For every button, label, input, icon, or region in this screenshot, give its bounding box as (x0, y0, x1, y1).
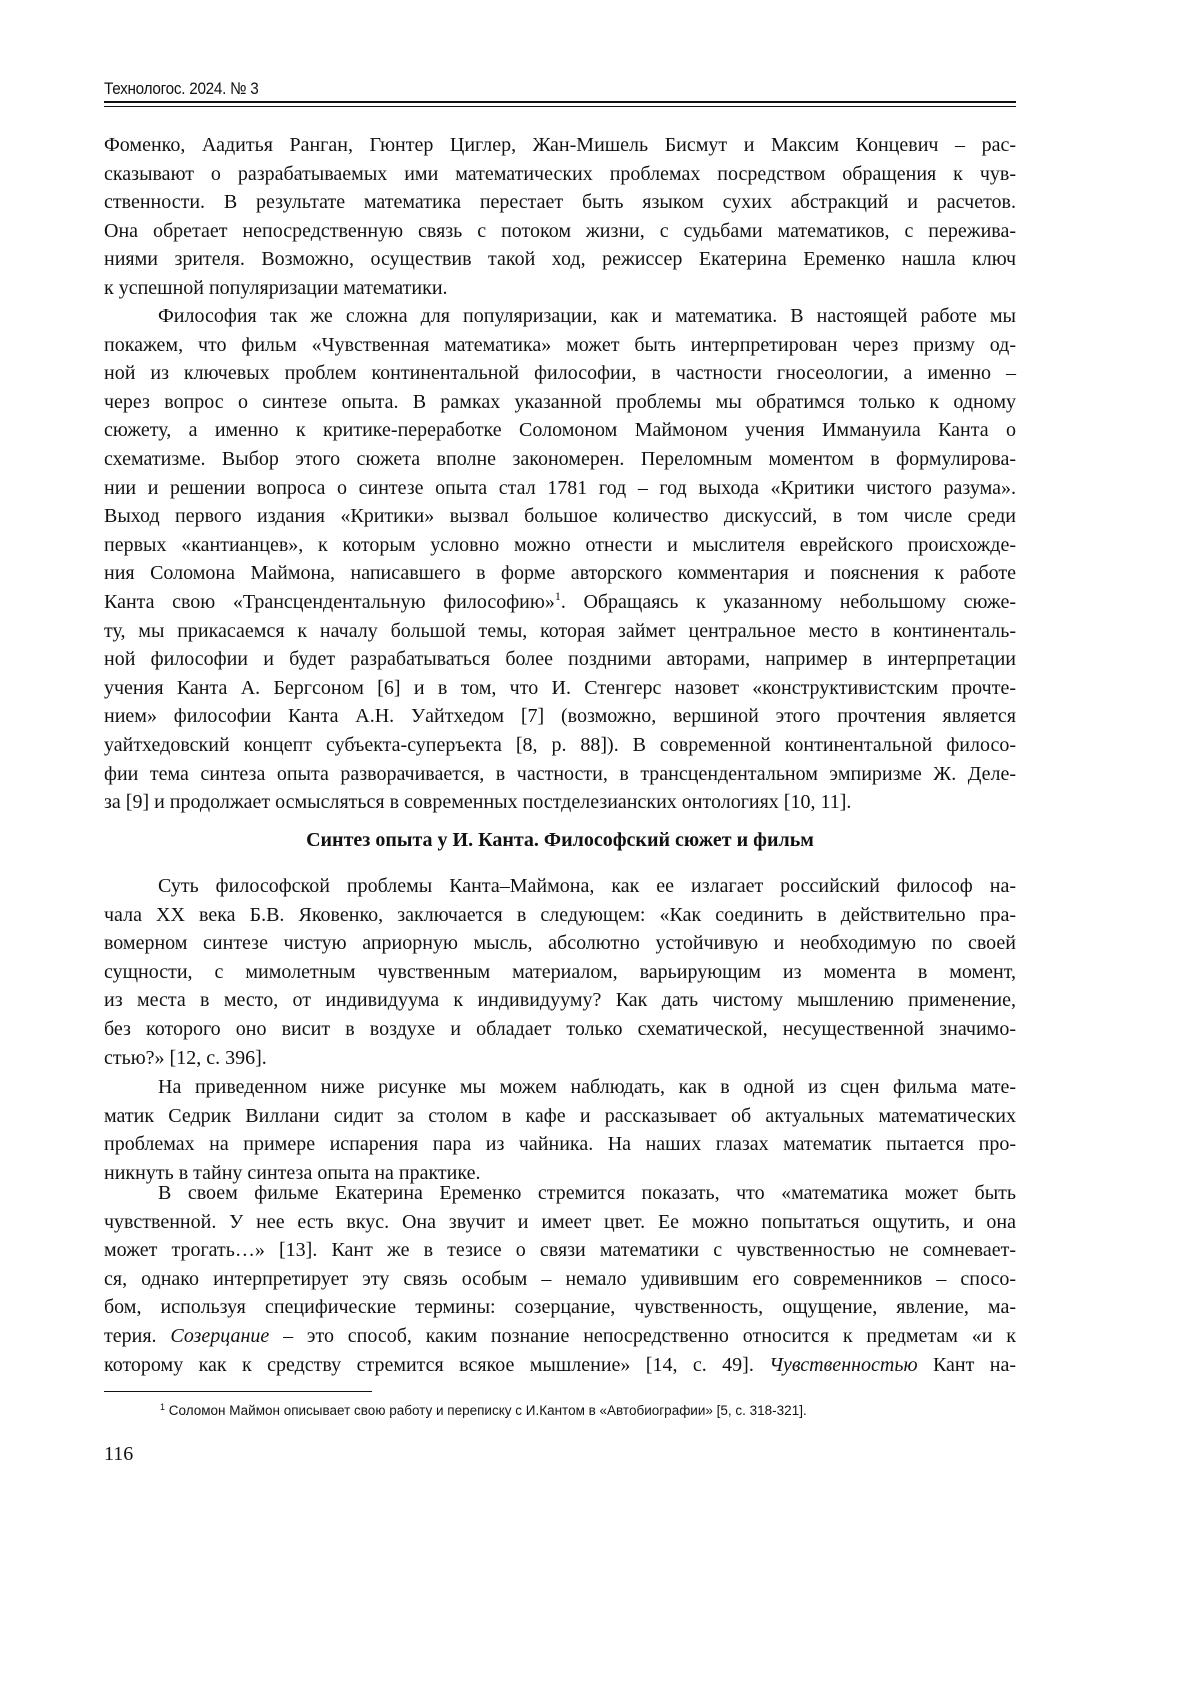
text-line: бом, используя специфические термины: созерцание, чувственность, ощущение, явление, ма- (104, 1293, 1016, 1322)
text-span: Кант на- (918, 1354, 1016, 1376)
text-line: Фоменко, Аадитья Ранган, Гюнтер Циглер, Жан-Мишель Бисмут и Максим Концевич – рас- (104, 131, 1016, 160)
text-line: чувственной. У нее есть вкус. Она звучит и имеет цвет. Ее можно попытаться ощутить, и она (104, 1208, 1016, 1237)
text-line: фии тема синтеза опыта разворачивается, в частности, в трансцендентальном эмпиризме Ж. Деле- (104, 760, 1016, 789)
text-line: вомерном синтезе чистую априорную мысль, абсолютно устойчивую и необходимую по своей (104, 929, 1016, 958)
text-line: нии и решении вопроса о синтезе опыта стал 1781 год – год выхода «Критики чистого разума». (104, 474, 1016, 503)
text-line: ной философии и будет разрабатываться более поздними авторами, например в интерпретации (104, 645, 1016, 674)
text-line: уайтхедовский концепт субъекта-суперъекта [8, p. 88]). В современной континентальной филосо- (104, 731, 1016, 760)
text-span: . Обращаясь к указанному небольшому сюже- (561, 591, 1016, 613)
emphasis: Чувственностью (769, 1354, 917, 1376)
text-span: которому как к средству стремится всякое мышление» [14, с. 49]. (104, 1354, 769, 1376)
text-line: учения Канта А. Бергсоном [6] и в том, что И. Стенгерс назовет «конструктивистским прочте- (104, 674, 1016, 703)
text-line: Она обретает непосредственную связь с потоком жизни, с судьбами математиков, с пережива- (104, 217, 1016, 246)
text-line: сущности, с мимолетным чувственным материалом, варьирующим из момента в момент, (104, 958, 1016, 987)
text-line: может трогать…» [13]. Кант же в тезисе о связи математики с чувственностью не сомневает- (104, 1236, 1016, 1265)
footnote-text: Соломон Маймон описывает свою работу и переписку с И.Кантом в «Автобиографии» [5, с. 318-321]. (165, 1403, 807, 1418)
running-header: Технологос. 2024. № 3 (104, 79, 258, 99)
text-line: без которого оно висит в воздухе и обладает только схематической, несущественной значимо- (104, 1015, 1016, 1044)
text-span: терия. (104, 1325, 170, 1347)
page-number: 116 (104, 1443, 133, 1466)
text-line: ся, однако интерпретирует эту связь особым – немало удивившим его современников – спосо- (104, 1265, 1016, 1294)
footnote-separator (104, 1391, 372, 1392)
text-line: нием» философии Канта А.Н. Уайтхедом [7] (возможно, вершиной этого прочтения является (104, 702, 1016, 731)
text-line: через вопрос о синтезе опыта. В рамках указанной проблемы мы обратимся только к одному (104, 388, 1016, 417)
footnote (160, 1403, 807, 1418)
text-line: ту, мы прикасаемся к началу большой темы, которая займет центральное место в континенталь- (104, 617, 1016, 646)
text-line: сюжету, а именно к критике-переработке Соломоном Маймоном учения Иммануила Канта о (104, 416, 1016, 445)
paragraph (104, 1073, 1016, 1187)
text-line: за [9] и продолжает осмысляться в современных постделезианских онтологиях [10, 11]. (104, 788, 1016, 817)
text-line (104, 1351, 1016, 1380)
text-line: ной из ключевых проблем континентальной философии, в частности гносеологии, а именно – (104, 359, 1016, 388)
text-line: к успешной популяризации математики. (104, 274, 1016, 303)
text-line: сказывают о разрабатываемых ими математических проблемах посредством обращения к чув- (104, 160, 1016, 189)
emphasis: Созерцание (170, 1325, 269, 1347)
paragraph (104, 302, 1016, 817)
text-line: схематизме. Выбор этого сюжета вполне закономерен. Переломным моментом в формулирова- (104, 445, 1016, 474)
text-line: Суть философской проблемы Канта–Маймона, как ее излагает российский философ на- (104, 872, 1016, 901)
text-line (104, 1322, 1016, 1351)
text-line: Выход первого издания «Критики» вызвал большое количество дискуссий, в том числе среди (104, 502, 1016, 531)
header-rule-thick (104, 101, 1016, 103)
text-line: чала XX века Б.В. Яковенко, заключается в следующем: «Как соединить в действительно пра- (104, 901, 1016, 930)
text-line: матик Седрик Виллани сидит за столом в кафе и рассказывает об актуальных математических (104, 1102, 1016, 1131)
text-line: ния Соломона Маймона, написавшего в форме авторского комментария и пояснения к работе (104, 559, 1016, 588)
footnote-marker: 1 (160, 1402, 165, 1412)
text-line: стью?» [12, с. 396]. (104, 1044, 1016, 1073)
text-span: Канта свою «Трансцендентальную философию» (104, 591, 555, 613)
text-line: из места в место, от индивидуума к индивидууму? Как дать чистому мышлению применение, (104, 986, 1016, 1015)
text-line: проблемах на примере испарения пара из чайника. На наших глазах математик пытается про- (104, 1130, 1016, 1159)
text-line: Философия так же сложна для популяризации, как и математика. В настоящей работе мы (104, 302, 1016, 331)
header-rule-thin (104, 106, 1016, 107)
text-span: – это способ, каким познание непосредственно относится к предметам «и к (269, 1325, 1016, 1347)
paragraph (104, 131, 1016, 303)
text-line: первых «кантианцев», к которым условно можно отнести и мыслителя еврейского происхожде- (104, 531, 1016, 560)
paragraph (104, 872, 1016, 1072)
text-line: В своем фильме Екатерина Еременко стремится показать, что «математика может быть (104, 1179, 1016, 1208)
footnote-ref[interactable]: 1 (555, 589, 561, 603)
text-line: покажем, что фильм «Чувственная математика» может быть интерпретирован через призму од- (104, 331, 1016, 360)
text-line: ниями зрителя. Возможно, осуществив такой ход, режиссер Екатерина Еременко нашла ключ (104, 245, 1016, 274)
section-heading: Синтез опыта у И. Канта. Философский сюжет и фильм (104, 829, 1016, 852)
text-line: ственности. В результате математика перестает быть языком сухих абстракций и расчетов. (104, 188, 1016, 217)
text-line: На приведенном ниже рисунке мы можем наблюдать, как в одной из сцен фильма мате- (104, 1073, 1016, 1102)
paragraph (104, 1179, 1016, 1379)
text-line (104, 588, 1016, 617)
text-line: никнуть в тайну синтеза опыта на практике. (104, 1159, 1016, 1188)
